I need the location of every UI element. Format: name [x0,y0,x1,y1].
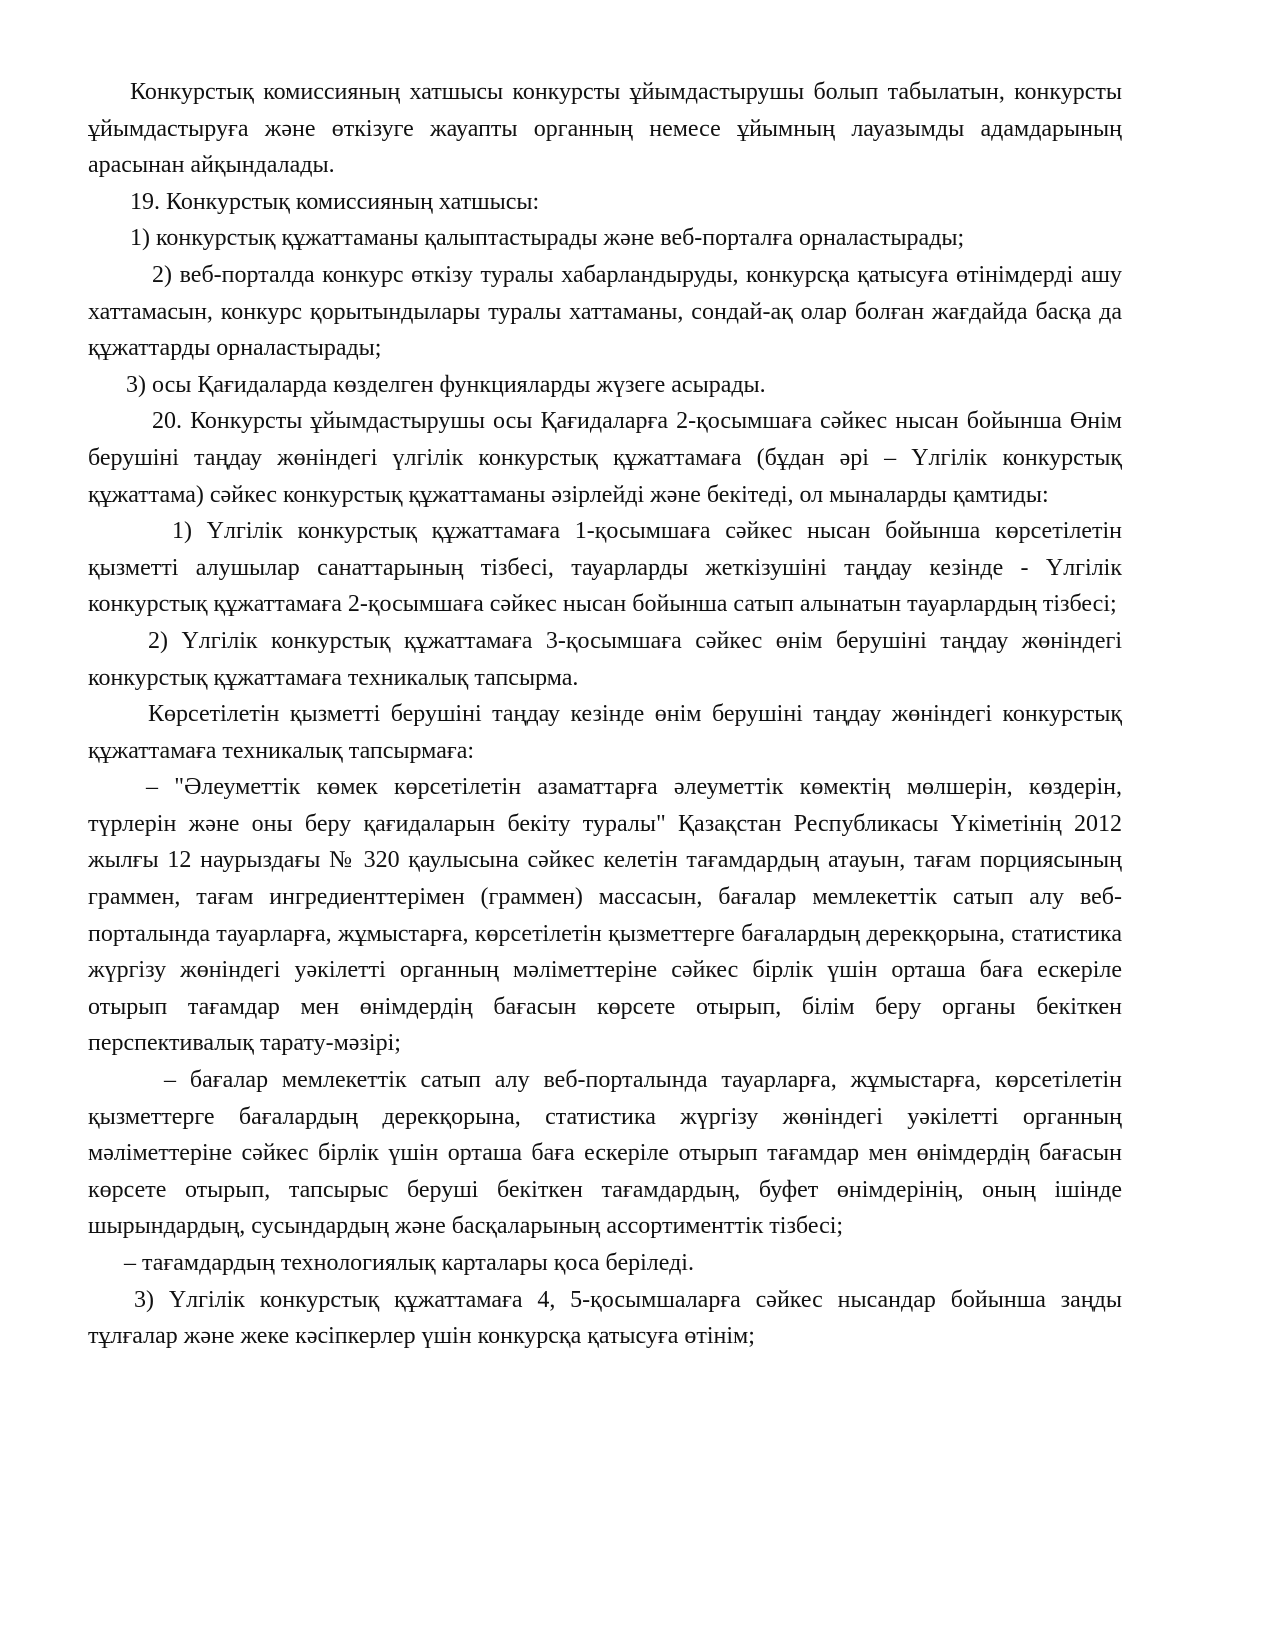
paragraph-dash-menu: – "Әлеуметтік көмек көрсетілетін азаматтарға әлеуметтік көмектің мөлшерін, көздерін, түрлерін және оны беру қағидаларын бекіту туралы" Қазақстан Республикасы Үкіметінің 2012 жылғы 12 наурыздағы № 320 қаулысына сәйкес келетін тағамдардың атауын, тағам порциясының граммен, тағам ингредиенттерімен (граммен) массасын, бағалар мемлекеттік сатып алу веб-порталында тауарларға, жұмыстарға, көрсетілетін қызметтерге бағалардың дерекқорына, статистика жүргізу жөніндегі уәкілетті органның мәліметтеріне сәйкес бірлік үшін орташа баға ескеріле отырып тағамдар мен өнімдердің бағасын көрсете отырып, білім беру органы бекіткен перспективалық тарату-мәзірі; [88,774,1122,1057]
paragraph-item-19-3: 3) осы Қағидаларда көзделген функцияларды жүзеге асырады. [126,371,766,398]
document-body [88,74,1122,1355]
paragraph-item-19-heading: 19. Конкурстық комиссияның хатшысы: [130,188,540,215]
paragraph-dash-assortment: – бағалар мемлекеттік сатып алу веб-порталында тауарларға, жұмыстарға, көрсетілетін қызметтерге бағалардың дерекқорына, статистика жүргізу жөніндегі уәкілетті органның мәліметтеріне сәйкес бірлік үшін орташа баға ескеріле отырып тағамдар мен өнімдердің бағасын көрсете отырып, тапсырыс беруші бекіткен тағамдардың, буфет өнімдерінің, оның ішінде шырындардың, сусындардың және басқаларының ассортименттік тізбесі; [88,1067,1122,1240]
paragraph-dash-tech-cards: – тағамдардың технологиялық карталары қоса беріледі. [124,1250,694,1276]
paragraph-item-20-1: 1) Үлгілік конкурстық құжаттамаға 1-қосымшаға сәйкес нысан бойынша көрсетілетін қызметті алушылар санаттарының тізбесі, тауарларды жеткізушіні таңдау кезінде - Үлгілік конкурстық құжаттамаға 2-қосымшаға сәйкес нысан бойынша сатып алынатын тауарлардың тізбесі; [88,518,1122,618]
paragraph-service-provider-selection: Көрсетілетін қызметті берушіні таңдау кезінде өнім берушіні таңдау жөніндегі конкурстық құжаттамаға техникалық тапсырмаға: [88,701,1122,764]
paragraph-item-19-2: 2) веб-порталда конкурс өткізу туралы хабарландыруды, конкурсқа қатысуға өтінімдерді ашу хаттамасын, конкурс қорытындылары туралы хаттаманы, сондай-ақ олар болған жағдайда басқа да құжаттарды орналастырады; [88,261,1122,362]
paragraph-item-19-1: 1) конкурстық құжаттаманы қалыптастырады және веб-порталға орналастырады; [130,225,965,252]
paragraph-item-20: 20. Конкурсты ұйымдастырушы осы Қағидаларға 2-қосымшаға сәйкес нысан бойынша Өнім берушіні таңдау жөніндегі үлгілік конкурстық құжаттамаға (бұдан әрі – Үлгілік конкурстық құжаттама) сәйкес конкурстық құжаттаманы әзірлейді және бекітеді, ол мыналарды қамтиды: [88,408,1122,508]
paragraph-secretary-appointment: Конкурстық комиссияның хатшысы конкурсты ұйымдастырушы болып табылатын, конкурсты ұйымдастыруға және өткізуге жауапты органның немесе ұйымның лауазымды адамдарының арасынан айқындалады. [88,79,1122,179]
paragraph-item-20-2: 2) Үлгілік конкурстық құжаттамаға 3-қосымшаға сәйкес өнім берушіні таңдау жөніндегі конкурстық құжаттамаға техникалық тапсырма. [88,627,1122,691]
paragraph-item-20-3: 3) Үлгілік конкурстық құжаттамаға 4, 5-қосымшаларға сәйкес нысандар бойынша заңды тұлғалар және жеке кәсіпкерлер үшін конкурсқа қатысуға өтінім; [88,1286,1122,1350]
